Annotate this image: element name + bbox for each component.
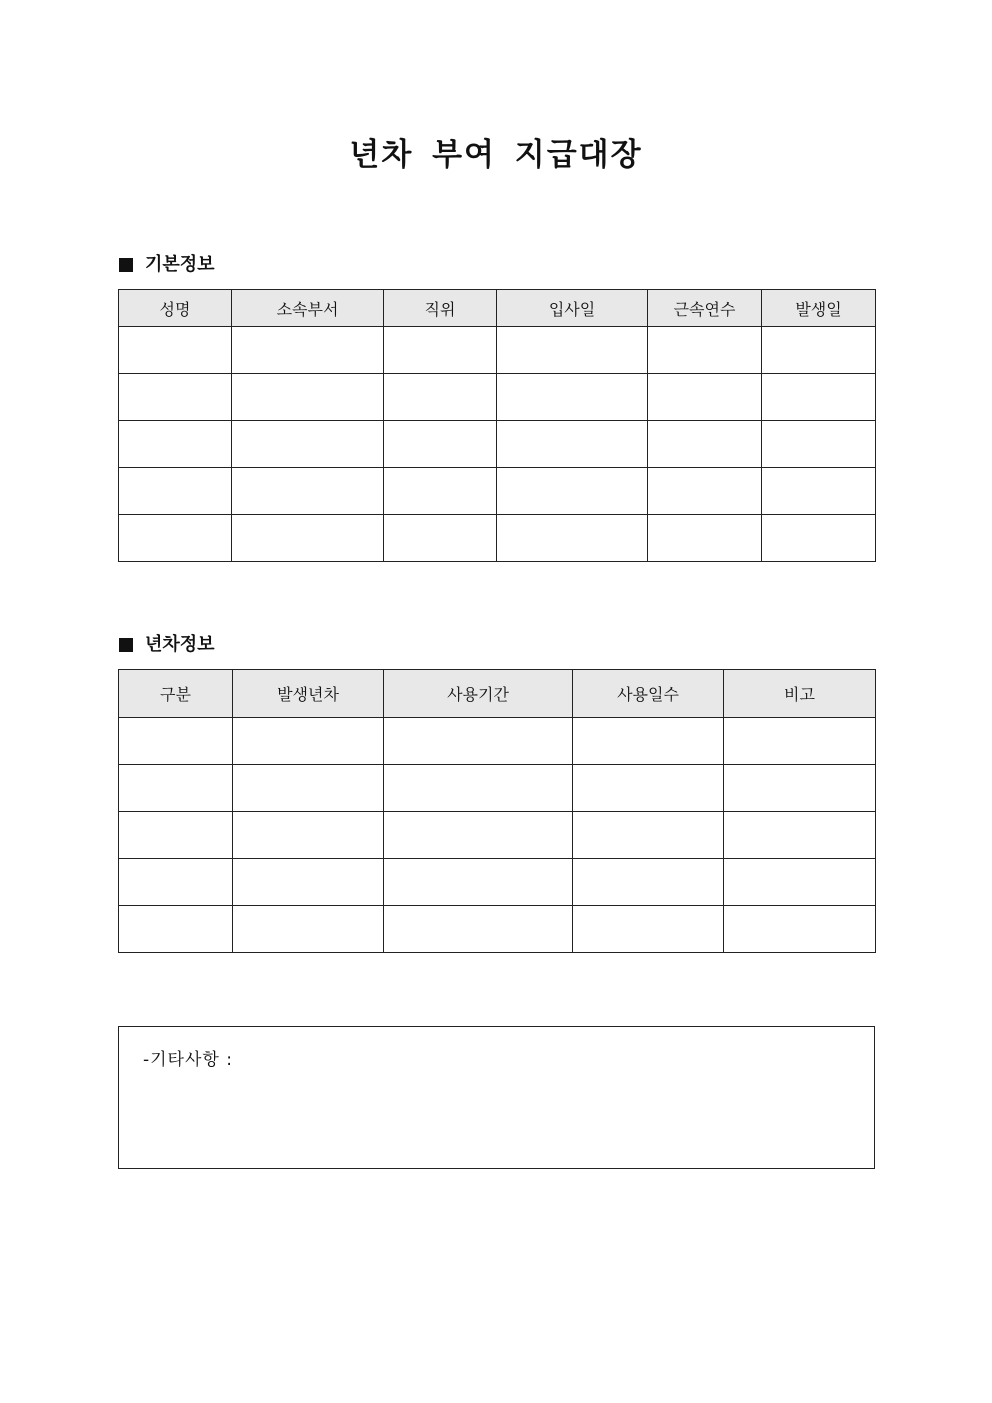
page-title: 년차 부여 지급대장	[349, 137, 643, 173]
table-cell[interactable]	[384, 515, 497, 562]
table-cell[interactable]	[648, 515, 762, 562]
table-cell[interactable]	[119, 327, 232, 374]
table-cell[interactable]	[762, 327, 876, 374]
table-cell[interactable]	[497, 468, 648, 515]
table-cell[interactable]	[762, 374, 876, 421]
table-cell[interactable]	[573, 859, 724, 906]
leave-info-table	[118, 669, 876, 953]
table-cell[interactable]	[762, 515, 876, 562]
table-cell[interactable]	[233, 859, 384, 906]
table-cell[interactable]	[573, 812, 724, 859]
table-row	[119, 906, 876, 953]
table-cell[interactable]	[573, 906, 724, 953]
table-cell[interactable]	[724, 765, 876, 812]
table-cell[interactable]	[384, 812, 573, 859]
table-row	[119, 812, 876, 859]
table-cell[interactable]	[497, 327, 648, 374]
table-cell[interactable]	[232, 515, 384, 562]
other-notes-label: -기타사항 :	[143, 1050, 233, 1070]
table-cell[interactable]	[384, 765, 573, 812]
table-cell[interactable]	[384, 468, 497, 515]
basic-info-table	[118, 289, 876, 562]
table-cell[interactable]	[384, 718, 573, 765]
column-header-accrued-leave: 발생년차	[233, 670, 384, 718]
table-row	[119, 374, 876, 421]
table-row	[119, 327, 876, 374]
table-cell[interactable]	[233, 906, 384, 953]
table-cell[interactable]	[762, 421, 876, 468]
table-cell[interactable]	[384, 374, 497, 421]
section-heading-leave-info	[119, 633, 215, 657]
column-header-accrual-date: 발생일	[762, 290, 876, 327]
table-row	[119, 515, 876, 562]
column-header-position: 직위	[384, 290, 497, 327]
column-header-department: 소속부서	[232, 290, 384, 327]
table-cell[interactable]	[119, 906, 233, 953]
table-cell[interactable]	[119, 859, 233, 906]
table-cell[interactable]	[119, 421, 232, 468]
column-header-days-used: 사용일수	[573, 670, 724, 718]
table-cell[interactable]	[384, 859, 573, 906]
table-cell[interactable]	[233, 718, 384, 765]
table-cell[interactable]	[232, 421, 384, 468]
table-row	[119, 765, 876, 812]
table-row	[119, 421, 876, 468]
table-cell[interactable]	[724, 718, 876, 765]
table-cell[interactable]	[573, 718, 724, 765]
table-cell[interactable]	[233, 765, 384, 812]
column-header-remarks: 비고	[724, 670, 876, 718]
table-cell[interactable]	[232, 468, 384, 515]
table-cell[interactable]	[119, 374, 232, 421]
table-cell[interactable]	[384, 421, 497, 468]
table-header-row	[119, 670, 876, 718]
table-cell[interactable]	[232, 374, 384, 421]
column-header-usage-period: 사용기간	[384, 670, 573, 718]
table-cell[interactable]	[724, 859, 876, 906]
table-cell[interactable]	[497, 421, 648, 468]
table-cell[interactable]	[648, 374, 762, 421]
table-row	[119, 859, 876, 906]
column-header-hire-date: 입사일	[497, 290, 648, 327]
table-cell[interactable]	[119, 765, 233, 812]
table-cell[interactable]	[573, 765, 724, 812]
table-cell[interactable]	[648, 421, 762, 468]
table-cell[interactable]	[119, 515, 232, 562]
table-cell[interactable]	[232, 327, 384, 374]
section-heading-basic-info	[119, 253, 215, 277]
table-cell[interactable]	[497, 515, 648, 562]
table-cell[interactable]	[648, 327, 762, 374]
square-bullet-icon	[119, 638, 133, 652]
table-cell[interactable]	[762, 468, 876, 515]
table-cell[interactable]	[724, 812, 876, 859]
table-cell[interactable]	[384, 906, 573, 953]
table-cell[interactable]	[119, 468, 232, 515]
table-cell[interactable]	[724, 906, 876, 953]
column-header-name: 성명	[119, 290, 232, 327]
column-header-years-of-service: 근속연수	[648, 290, 762, 327]
square-bullet-icon	[119, 258, 133, 272]
section-heading-label: 기본정보	[145, 254, 215, 275]
table-cell[interactable]	[384, 327, 497, 374]
table-row	[119, 468, 876, 515]
column-header-category: 구분	[119, 670, 233, 718]
table-row	[119, 718, 876, 765]
table-cell[interactable]	[233, 812, 384, 859]
table-cell[interactable]	[119, 718, 233, 765]
table-header-row	[119, 290, 876, 327]
table-cell[interactable]	[497, 374, 648, 421]
other-notes-box[interactable]	[118, 1026, 875, 1169]
table-cell[interactable]	[119, 812, 233, 859]
table-cell[interactable]	[648, 468, 762, 515]
section-heading-label: 년차정보	[145, 634, 215, 655]
